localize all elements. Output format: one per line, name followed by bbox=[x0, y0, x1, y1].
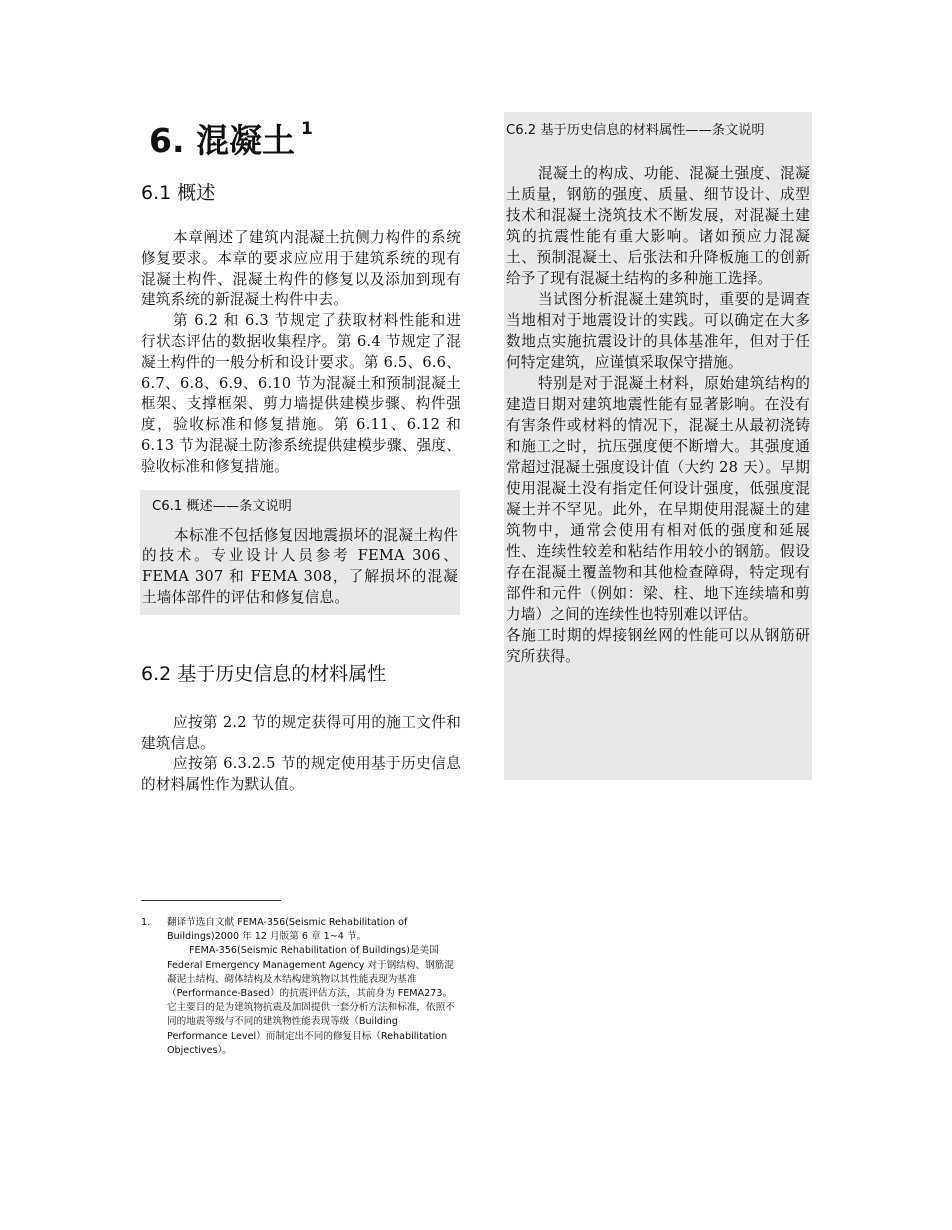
chapter-title-text: 6. 混凝土 bbox=[149, 121, 295, 160]
section-6-2-paragraph: 应按第 2.2 节的规定获得可用的施工文件和建筑信息。 bbox=[141, 713, 461, 752]
commentary-6-1-title: C6.1 概述——条文说明 bbox=[152, 498, 292, 514]
commentary-6-1-paragraph: 本标准不包括修复因地震损坏的混凝土构件的技术。专业设计人员参考 FEMA 306、FEMA 307 和 FEMA 308，了解损坏的混凝土墙体部件的评估和修复信息。 bbox=[142, 526, 458, 606]
footnote-line: 翻译节选自文献 FEMA-356(Seismic Rehabilitation of Buildings)2000 年 12 月版第 6 章 1~4 节。 bbox=[167, 917, 408, 943]
commentary-6-2-paragraph: 混凝土的构成、功能、混凝土强度、混凝土质量，钢筋的强度、质量、细节设计、成型技术和混凝土浇筑技术不断发展，对混凝土建筑的抗震性能有重大影响。诸如预应力混凝土、预制混凝土、后张法和升降板施工的创新给予了现有混凝土结构的多种施工选择。 bbox=[506, 165, 810, 287]
section-6-1-paragraph: 第 6.2 和 6.3 节规定了获取材料性能和进行状态评估的数据收集程序。第 6.4 节规定了混凝土构件的一般分析和设计要求。第 6.5、6.6、6.7、6.8、6.9、6.10 节为混凝土和预制混凝土框架、支撑框架、剪力墙提供建模步骤、构件强度，验收标准和修复措施。第 6.11、6.12 和 6.13 节为混凝土防渗系统提供建模步骤、强度、验收标准和修复措施。 bbox=[141, 312, 461, 475]
footnote-ref[interactable]: 1 bbox=[301, 119, 313, 139]
commentary-6-2-paragraph: 特别是对于混凝土材料，原始建筑结构的建造日期对建筑地震性能有显著影响。在没有有害条件或材料的情况下，混凝土从最初浇铸和施工之时，抗压强度便不断增大。其强度通常超过混凝土强度设计值（大约 28 天）。早期使用混凝土没有指定任何设计强度，低强度混凝土并不罕见。此外，在早期使用混凝土的建筑物中，通常会使用有相对低的强度和延展性、连续性较差和粘结作用较小的钢筋。假设存在混凝土覆盖物和其他检查障碍，特定现有部件和元件（例如：梁、柱、地下连续墙和剪力墙）之间的连续性也特别难以评估。 bbox=[506, 375, 810, 623]
footnote-line: FEMA-356(Seismic Rehabilitation of Buildings)是美国 Federal Emergency Management Agency 对于钢结构、钢筋混凝泥土结构、砌体结构及木结构建筑物以其性能表现为基准（Performance-Based）的抗震评估方法，其前身为 FEMA273。它主要目的是为建筑物抗震及加固提供一套分析方法和标准，依照不同的地震等级与不同的建筑物性能表现等级（Building Performance Level）而制定出不同的修复目标（Rehabilitation Objectives）。 bbox=[167, 945, 455, 1056]
footnote-divider bbox=[141, 900, 281, 901]
chapter-title bbox=[141, 110, 461, 170]
section-6-2-paragraph: 应按第 6.3.2.5 节的规定使用基于历史信息的材料属性作为默认值。 bbox=[141, 755, 461, 794]
commentary-6-2-title: C6.2 基于历史信息的材料属性——条文说明 bbox=[506, 123, 765, 138]
commentary-6-2-paragraph: 各施工时期的焊接钢丝网的性能可以从钢筋研究所获得。 bbox=[506, 627, 810, 665]
commentary-6-2-paragraph: 当试图分析混凝土建筑时，重要的是调查当地相对于地震设计的实践。可以确定在大多数地点实施抗震设计的具体基准年，但对于任何特定建筑，应谨慎采取保守措施。 bbox=[506, 291, 810, 371]
footnote bbox=[141, 916, 461, 1058]
section-6-1-paragraph: 本章阐述了建筑内混凝土抗侧力构件的系统修复要求。本章的要求应应用于建筑系统的现有混凝土构件、混凝土构件的修复以及添加到现有建筑系统的新混凝土构件中去。 bbox=[141, 229, 461, 309]
footnote-number: 1. bbox=[141, 917, 151, 928]
section-6-2-title: 6.2 基于历史信息的材料属性 bbox=[141, 662, 387, 685]
left-column bbox=[141, 110, 461, 796]
section-6-1-title: 6.1 概述 bbox=[141, 182, 216, 204]
commentary-6-1-box bbox=[140, 490, 460, 615]
commentary-6-2-box bbox=[504, 112, 812, 780]
